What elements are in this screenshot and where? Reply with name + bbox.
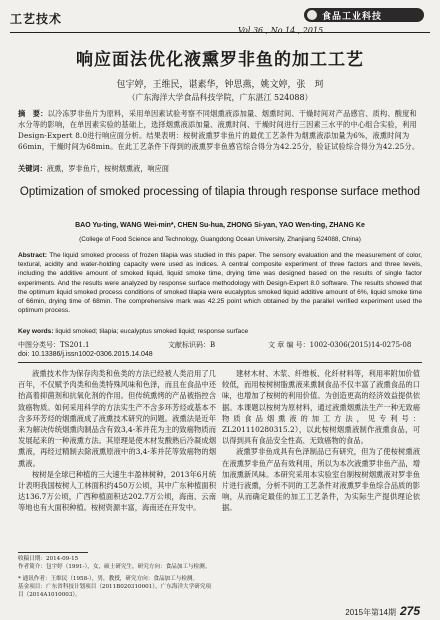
keywords-en-label: Key words:: [18, 328, 54, 335]
section-divider: [18, 362, 422, 363]
keywords-cn: [18, 164, 422, 174]
article-number: 文 章 编 号：1002-0306(2015)14-0275-08: [268, 341, 412, 349]
affiliation-en: (College of Food Science and Technology, Guangdong Ocean University, Zhanjiang 524088, China): [79, 236, 361, 243]
authors-cn: 包宇婷，王维民，谌素华，钟思燕，姚文婷，张 珂: [116, 80, 324, 90]
running-header: [10, 8, 430, 35]
abstract-en: [18, 251, 422, 315]
classification-line: [18, 340, 422, 350]
body-column-right: [222, 368, 420, 514]
journal-logo-text: 食品工业科技: [322, 12, 383, 22]
page-number: 275: [399, 604, 420, 618]
abstract-en-label: Abstract:: [18, 252, 47, 259]
header-divider: [10, 32, 430, 33]
clc-number: 中图分类号：TS201.1: [18, 341, 90, 349]
article-title-cn: 响应面法优化液熏罗非鱼的加工工艺: [76, 50, 364, 70]
keywords-en-text: liquid smoked; tilapia; eucalyptus smoked liquid; response surface: [55, 328, 249, 335]
abstract-cn-text: 以冷冻罗非鱼片为原料，采用单因素试验考察不同烟熏液添加量、烟熏时间、干燥时间对产品感官、质构、酸度和水分等的影响，在单因素实验的基础上，选择烟熏液添加量、液熏时间、干燥时间进行三因素三水平的中心组合实验，利用Design-Expert 8.0进行响应面分析。结果表明：桉树液熏罗非鱼片的最优工艺条件为烟熏液添加量为6%，液熏时间为66min，干燥时间为68min。在此工艺条件下得到的液熏罗非鱼感官综合得分为42.25分，验证试验综合得分为42.25分。: [18, 109, 420, 151]
footnote-received: 收稿日期：2014-09-15: [18, 556, 79, 562]
logo-mark-icon: [307, 10, 317, 20]
footnote-corresponding: * 通讯作者：王维民（1958-），男，教授，研究方向：食品加工与检测。: [18, 576, 199, 582]
footnote-funding: 基金项目：广东省科技计划项目（2011B020310001），广东海洋大学研究项目（2014A1010003）。: [18, 584, 212, 598]
doi: doi: 10.13386/j.issn1002-0306.2015.14.048: [18, 351, 153, 358]
document-code: 文献标识码：B: [168, 341, 216, 349]
abstract-en-text: The liquid smoked process of frozen tilapia was studied in this paper. The sensory evaluation and the measurement of color, textural, acidity and water-holding capacity were used as indices. A central composite experiment of three factors and three levels, including the additive amount of smoked liquid, liquid smoke time, drying time was designed based on the results of single factor experiments. And the results were analyzed by response surface methodology with Design-Expert 8.0 software. The results showed that the optimum liquid smoked process conditions of smoked tilapia were eucalyptus smoked liquid additive amount of 6%, liquid smoke time of 66min, drying time of 68min. The comprehensive mark was 42.25 point which obtained by the parallel verified experiment used the optimum process.: [18, 252, 423, 315]
body-column-left: [18, 368, 216, 514]
body-paragraph: 建材木材、木浆、纤维板、化纤材料等，利用率附加价值较低，而用桉树树脂熏液来熏制食品不仅丰富了液熏食品的口味，也增加了桉树的利用价值。为创造更高的经济效益提供依据。本课题以桉树为原材料，通过液熏烟熏法生产一种无致癌物质食品烟熏液的加工方法，见专利号：ZL201110280315.2），以此桉树烟熏液制作液熏食品，可以得到具有食品安全性高、无致癌物的食品。: [222, 369, 420, 446]
abstract-cn-label: 摘 要：: [18, 109, 48, 118]
body-paragraph: 液熏技术作为保存肉类和鱼类的方法已经被人类沿用了几百年，不仅赋予肉类和鱼类特殊风味和色泽，而且在食品中还抬高着抑菌剂和抗氧化剂的作用。但传统熏烤的产品被指控含致癌物质。如何采用科学的方法实生产不含多环芳烃或基本不含多环芳烃的烟熏液成了液熏技术研究的问题。液熏法是近年来为解决传统烟熏肉制品含有致3,4-苯并芘为主的致癌物质而发展起来的一种液熏方法。其原理是使木材发酸熟后冷凝成烟熏液，再经过精制去除液熏原液中的3,4-苯并芘等致癌物的烟熏液。: [18, 369, 216, 468]
body-paragraph: 桉树是全球已种植的三大速生丰盈林树种，2013年6月统计表明我国桉树人工林面积约450万公顷，其中广东种植面积达136.7万公顷，广西种植面积达202.7万公顷，海南、云南等地也有大面积种植。桉树资源丰富，海南还在开发中。: [18, 469, 216, 513]
article-title-en: Optimization of smoked processing of tilapia through response surface method: [19, 186, 421, 198]
affiliation-cn: （广东海洋大学食品科技学院，广东湛江 524088）: [127, 93, 313, 102]
volume-info: Vol.36 , No.14 , 2015: [238, 26, 324, 35]
body-paragraph: 液熏罗非鱼成具有色泽制品已有研究，但为了使桉树熏液在液熏罗非鱼产品有效利用，所以为本次液熏罗非鱼产品，增加液熏新风味。本研究采用本实验室自制桉树烟熏液对罗非鱼片进行液熏，分析不同的工艺条件对液熏罗非鱼综合品质的影响，从而确定最佳的加工工艺条件，为实际生产提供理论依据。: [222, 447, 420, 513]
authors-en: BAO Yu-ting, WANG Wei-min*, CHEN Su-hua, ZHONG Si-yan, YAO Wen-ting, ZHANG Ke: [75, 222, 365, 229]
page-footer: [345, 604, 420, 618]
keywords-cn-text: 液熏，罗非鱼片，桉树烟熏液，响应面: [46, 164, 169, 173]
abstract-cn: [18, 108, 422, 152]
keywords-en: [18, 328, 422, 335]
journal-section-label: 工艺技术: [10, 12, 63, 26]
footnote-divider: [18, 552, 88, 553]
keywords-cn-label: 关键词：: [18, 164, 47, 173]
journal-logo: [304, 8, 424, 22]
issue-label: 2015年第14期: [345, 608, 396, 617]
footnote-author: 作者简介：包宇婷（1991-），女，硕士研究生，研究方向：食品加工与检测。: [18, 564, 211, 570]
